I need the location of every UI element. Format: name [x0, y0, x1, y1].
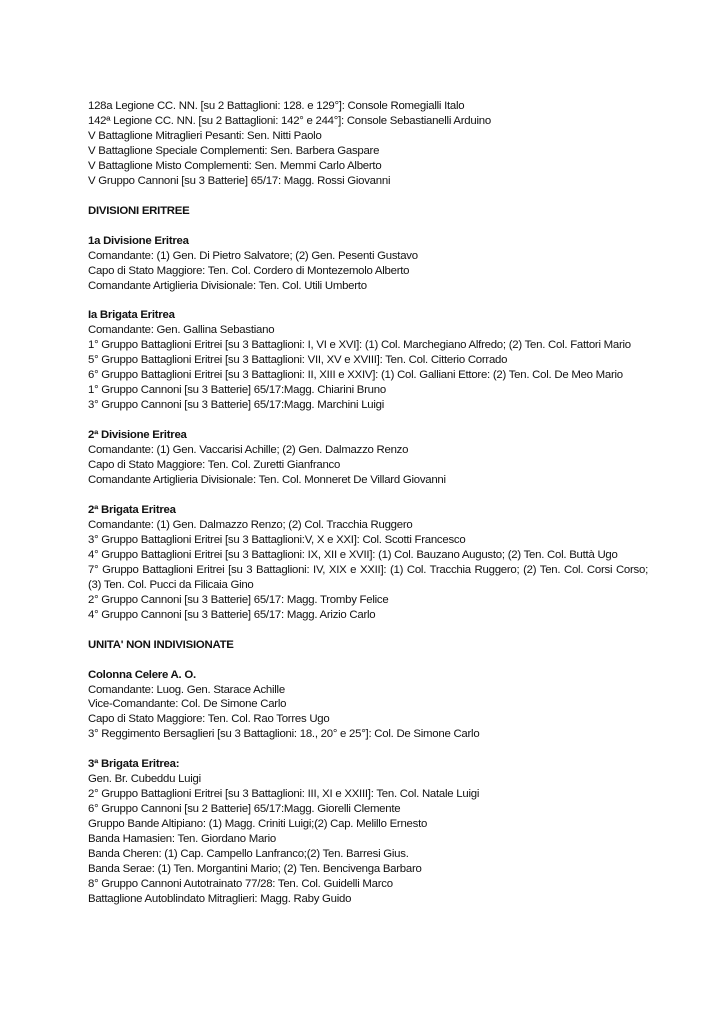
text-line: Banda Cheren: (1) Cap. Campello Lanfranco;(2) Ten. Barresi Gius. [88, 848, 409, 861]
text-line: Capo di Stato Maggiore: Ten. Col. Zuretti Gianfranco [88, 459, 341, 472]
text-line: 6° Gruppo Cannoni [su 2 Batterie] 65/17:Magg. Giorelli Clemente [88, 803, 401, 816]
colonna-celere-title: Colonna Celere A. O. [88, 668, 196, 681]
text-line: 8° Gruppo Cannoni Autotrainato 77/28: Ten. Col. Guidelli Marco [88, 877, 393, 890]
text-line: V Battaglione Speciale Complementi: Sen. Barbera Gaspare [88, 144, 380, 157]
text-line: 142ª Legione CC. NN. [su 2 Battaglioni: 142° e 244°]: Console Sebastianelli Arduino [88, 114, 491, 127]
section-heading-unita-non-indivisionate: UNITA' NON INDIVISIONATE [88, 638, 234, 651]
text-line: 5° Gruppo Battaglioni Eritrei [su 3 Battaglioni: VII, XV e XVIII]: Ten. Col. Citterio Corrado [88, 354, 508, 367]
text-line: Vice-Comandante: Col. De Simone Carlo [88, 698, 287, 711]
division-1-title: 1a Divisione Eritrea [88, 234, 189, 247]
text-line: 3° Reggimento Bersaglieri [su 3 Battaglioni: 18., 20° e 25°]: Col. De Simone Carlo [88, 728, 480, 741]
text-line: 2° Gruppo Cannoni [su 3 Batterie] 65/17: Magg. Tromby Felice [88, 593, 389, 606]
text-line: 4° Gruppo Cannoni [su 3 Batterie] 65/17: Magg. Arizio Carlo [88, 608, 376, 621]
text-line: 2° Gruppo Battaglioni Eritrei [su 3 Battaglioni: III, XI e XXIII]: Ten. Col. Natale Luigi [88, 788, 480, 801]
text-line: Banda Serae: (1) Ten. Morgantini Mario; (2) Ten. Bencivenga Barbaro [88, 862, 422, 875]
brigade-2-title: 2ª Brigata Eritrea [88, 503, 176, 516]
text-line: Comandante Artiglieria Divisionale: Ten. Col. Utili Umberto [88, 279, 367, 292]
text-line: 4° Gruppo Battaglioni Eritrei [su 3 Battaglioni: IX, XII e XVII]: (1) Col. Bauzano Augusto; (2) Ten. Col. Buttà Ugo [88, 548, 618, 561]
text-line: Comandante: (1) Gen. Dalmazzo Renzo; (2) Col. Tracchia Ruggero [88, 518, 413, 531]
brigade-1-title: Ia Brigata Eritrea [88, 309, 175, 322]
text-line: Gen. Br. Cubeddu Luigi [88, 773, 201, 786]
text-line: 3° Gruppo Battaglioni Eritrei [su 3 Battaglioni:V, X e XXI]: Col. Scotti Francesco [88, 533, 466, 546]
text-line: 1° Gruppo Battaglioni Eritrei [su 3 Battaglioni: I, VI e XVI]: (1) Col. Marchegiano Alfredo; (2) Ten. Col. Fattori Mario [88, 339, 631, 352]
text-line: Comandante: (1) Gen. Di Pietro Salvatore; (2) Gen. Pesenti Gustavo [88, 249, 418, 262]
text-line: Comandante: Gen. Gallina Sebastiano [88, 324, 275, 337]
text-line: Battaglione Autoblindato Mitraglieri: Magg. Raby Guido [88, 892, 352, 905]
text-line: Comandante Artiglieria Divisionale: Ten. Col. Monneret De Villard Giovanni [88, 474, 446, 487]
text-line: V Battaglione Mitraglieri Pesanti: Sen. Nitti Paolo [88, 129, 322, 142]
brigade-1-block [88, 308, 648, 413]
text-line: V Gruppo Cannoni [su 3 Batterie] 65/17: Magg. Rossi Giovanni [88, 174, 391, 187]
text-line: Comandante: Luog. Gen. Starace Achille [88, 683, 285, 696]
document-page [88, 99, 648, 907]
text-line: V Battaglione Misto Complementi: Sen. Memmi Carlo Alberto [88, 159, 382, 172]
division-2-title: 2ª Divisione Eritrea [88, 429, 187, 442]
section-heading-divisioni-eritree: DIVISIONI ERITREE [88, 204, 190, 217]
division-2-block [88, 428, 648, 488]
text-line: Capo di Stato Maggiore: Ten. Col. Cordero di Montezemolo Alberto [88, 264, 410, 277]
brigade-3-block [88, 757, 648, 907]
text-line: 6° Gruppo Battaglioni Eritrei [su 3 Battaglioni: II, XIII e XXIV]: (1) Col. Galliani Ettore: (2) Ten. Col. De Meo Mario [88, 369, 623, 382]
text-line: Gruppo Bande Altipiano: (1) Magg. Criniti Luigi;(2) Cap. Melillo Ernesto [88, 818, 428, 831]
text-line: 7° Gruppo Battaglioni Eritrei [su 3 Battaglioni: IV, XIX e XXII]: (1) Col. Tracchia Ruggero; (2) Ten. Col. Corsi Corso; (3) Ten. Col. Pucci da Filicaia Gino [88, 563, 648, 591]
text-line: Banda Hamasien: Ten. Giordano Mario [88, 833, 276, 846]
text-line: Comandante: (1) Gen. Vaccarisi Achille; (2) Gen. Dalmazzo Renzo [88, 444, 409, 457]
intro-block [88, 99, 648, 189]
colonna-celere-block [88, 668, 648, 743]
text-line: 128a Legione CC. NN. [su 2 Battaglioni: 128. e 129°]: Console Romegialli Italo [88, 100, 465, 112]
brigade-2-block [88, 503, 648, 623]
division-1-block [88, 234, 648, 294]
text-line: Capo di Stato Maggiore: Ten. Col. Rao Torres Ugo [88, 713, 330, 726]
text-line: 3° Gruppo Cannoni [su 3 Batterie] 65/17:Magg. Marchini Luigi [88, 399, 385, 412]
brigade-3-title: 3ª Brigata Eritrea: [88, 758, 180, 771]
text-line: 1° Gruppo Cannoni [su 3 Batterie] 65/17:Magg. Chiarini Bruno [88, 384, 386, 397]
